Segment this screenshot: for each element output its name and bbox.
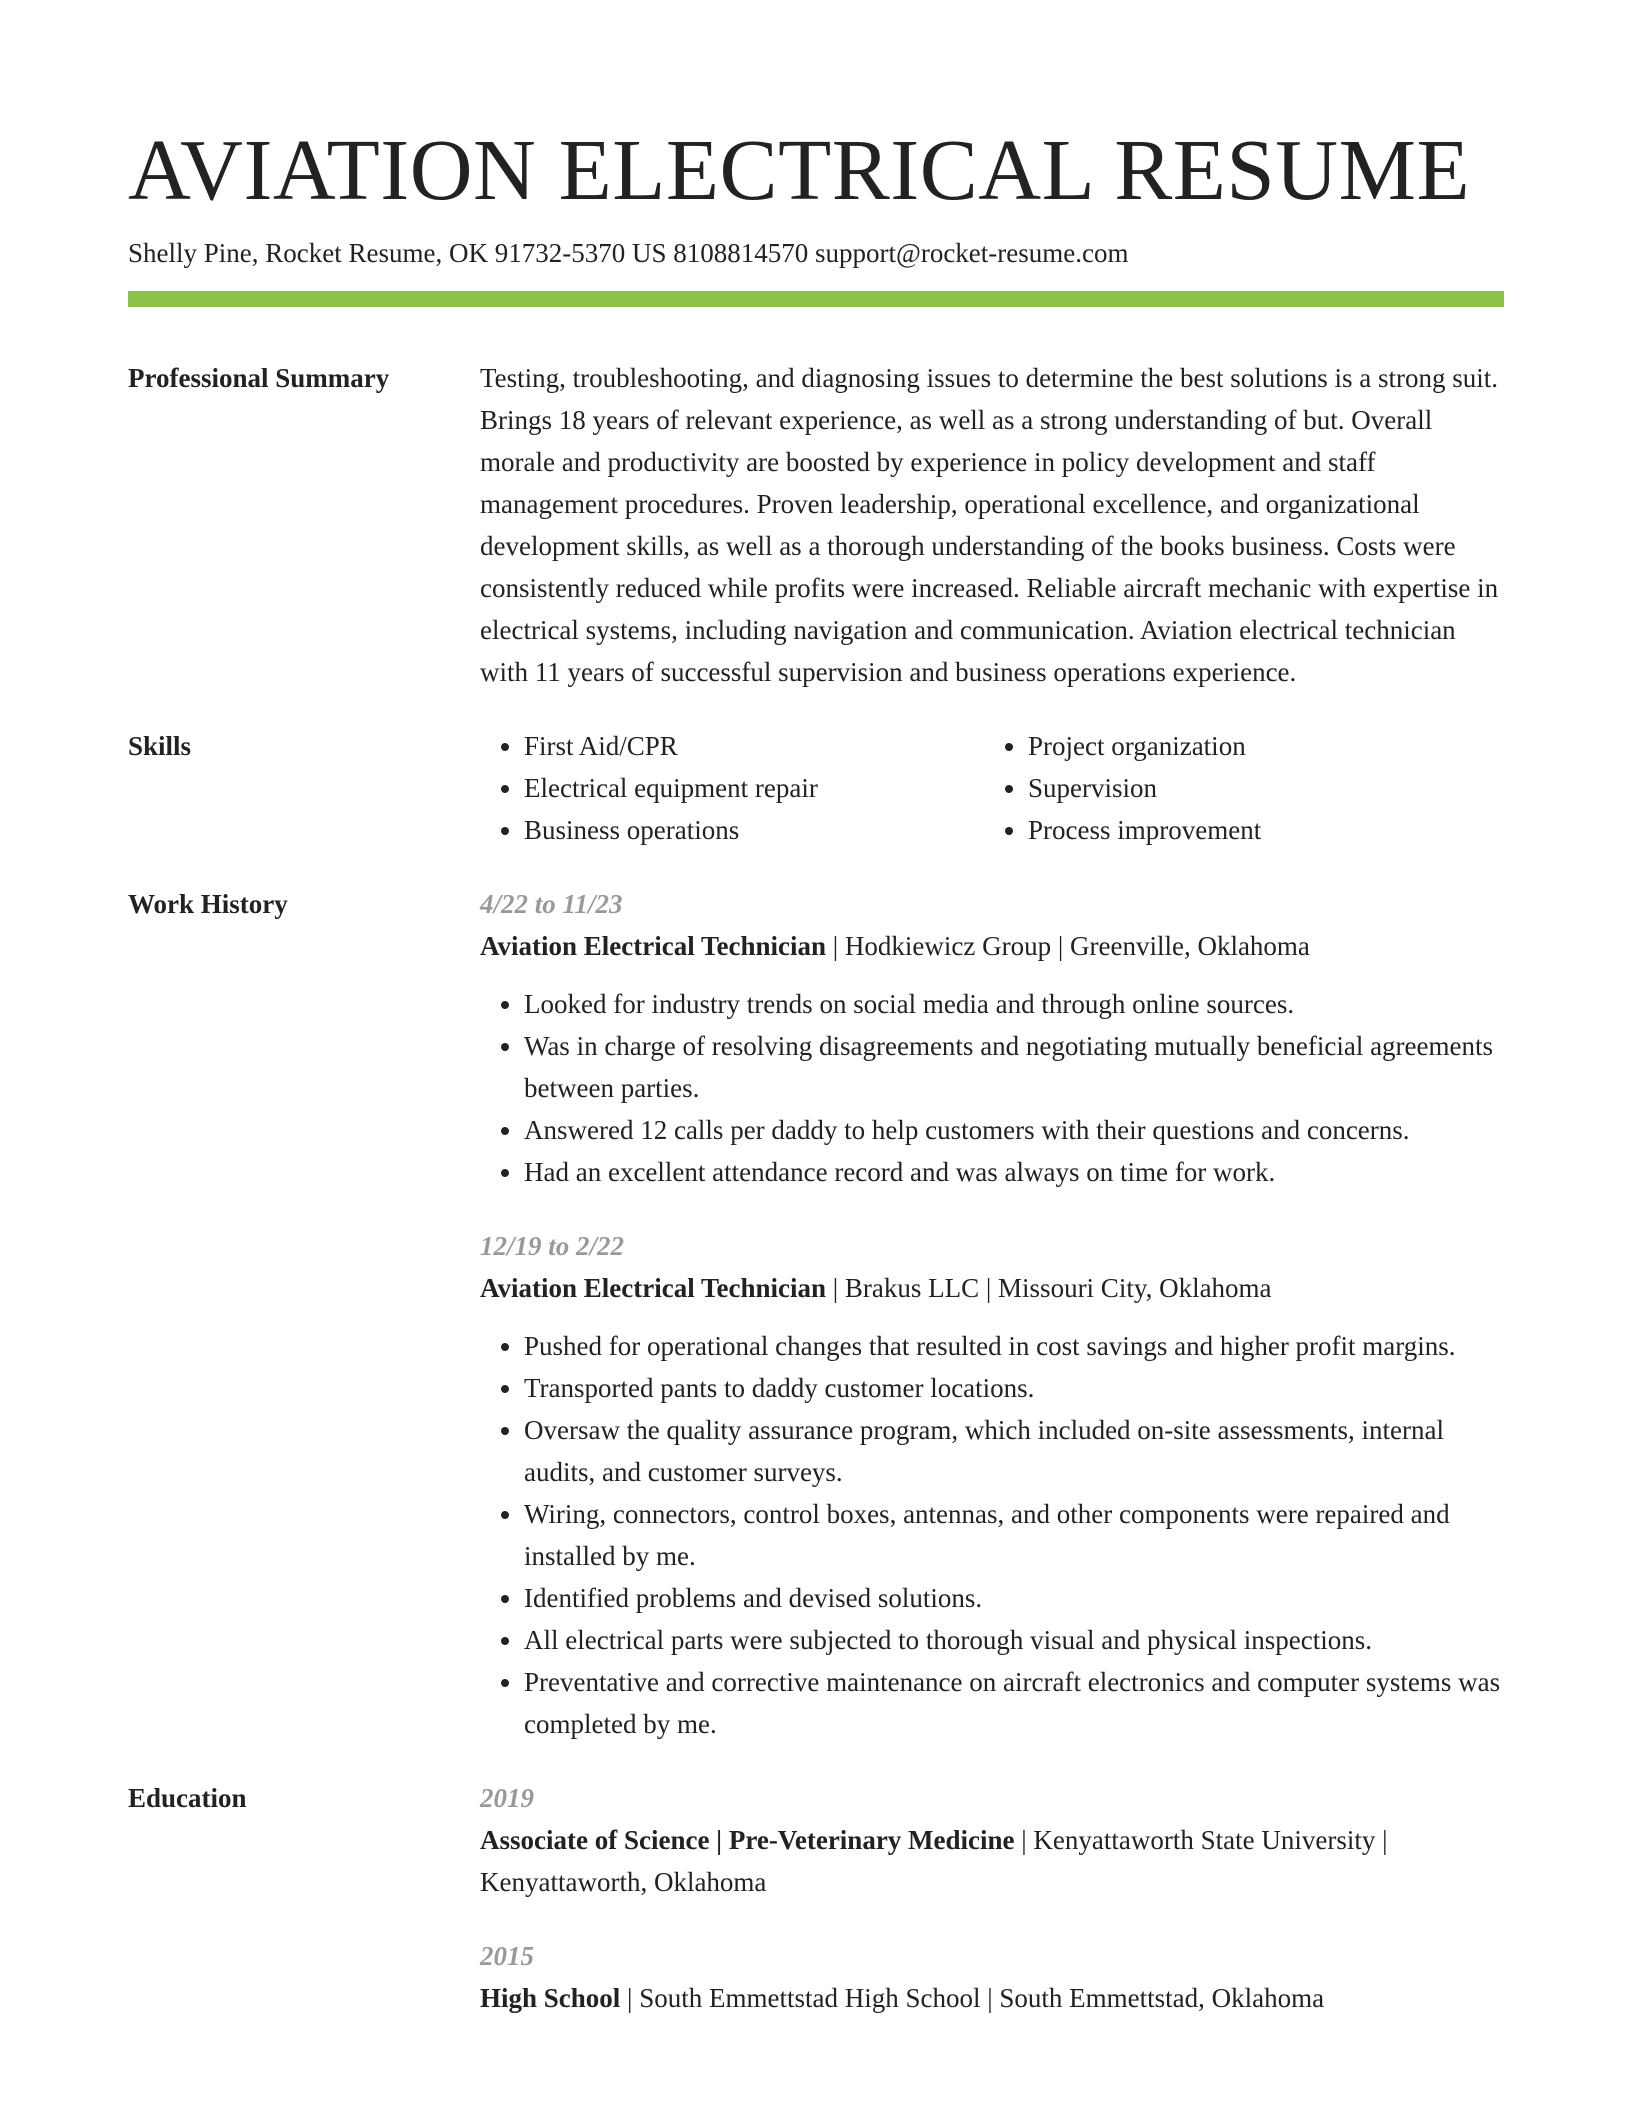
job-bullet: • Answered 12 calls per daddy to help customers with their questions and concerns. — [524, 1109, 1504, 1151]
job-title: Aviation Electrical Technician — [480, 931, 826, 961]
job-bullet: • Had an excellent attendance record and was always on time for work. — [524, 1151, 1504, 1193]
education-header — [480, 1819, 1504, 1903]
education-header — [480, 1977, 1504, 2019]
job-bullet: • Wiring, connectors, control boxes, antennas, and other components were repaired and installed by me. — [524, 1493, 1504, 1577]
education-date: 2019 — [480, 1783, 534, 1813]
skills-column-1 — [480, 725, 984, 851]
job-details: | Brakus LLC | Missouri City, Oklahoma — [826, 1273, 1272, 1303]
job-bullet: • Pushed for operational changes that resulted in cost savings and higher profit margins. — [524, 1325, 1504, 1367]
job-dates: 4/22 to 11/23 — [480, 889, 623, 919]
summary-body — [480, 357, 1504, 693]
skills-columns — [480, 725, 1504, 851]
education-section — [128, 1777, 1504, 2019]
section-label-education: Education — [128, 1783, 247, 1813]
skills-column-2 — [984, 725, 1548, 851]
education-date: 2015 — [480, 1941, 534, 1971]
education-entry — [480, 1777, 1504, 1903]
job-header — [480, 1267, 1504, 1309]
education-degree: High School — [480, 1983, 621, 2013]
skill-item: • First Aid/CPR — [524, 725, 984, 767]
skill-item: • Electrical equipment repair — [524, 767, 984, 809]
job-bullet: • Transported pants to daddy customer locations. — [524, 1367, 1504, 1409]
header-divider — [128, 291, 1504, 307]
job-title: Aviation Electrical Technician — [480, 1273, 826, 1303]
job-details: | Hodkiewicz Group | Greenville, Oklahoma — [826, 931, 1310, 961]
summary-text: Testing, troubleshooting, and diagnosing issues to determine the best solutions is a strong suit. Brings 18 years of relevant experience, as well as a strong understanding of but. Overall morale and productivity are boosted by experience in policy development and staff management procedures. Proven leadership, operational excellence, and organizational development skills, as well as a thorough understanding of the books business. Costs were consistently reduced while profits were increased. Reliable aircraft mechanic with expertise in electrical systems, including navigation and communication. Aviation electrical technician with 11 years of successful supervision and business operations experience. — [480, 363, 1499, 687]
section-label-work: Work History — [128, 889, 288, 919]
job-dates: 12/19 to 2/22 — [480, 1231, 625, 1261]
contact-line: Shelly Pine, Rocket Resume, OK 91732-5370 US 8108814570 support@rocket-resume.com — [128, 238, 1129, 268]
section-label-summary: Professional Summary — [128, 363, 390, 393]
job-bullet: • Was in charge of resolving disagreements and negotiating mutually beneficial agreements between parties. — [524, 1025, 1504, 1109]
skills-section — [128, 725, 1504, 851]
skill-item: • Project organization — [1028, 725, 1548, 767]
skill-item: • Supervision — [1028, 767, 1548, 809]
job-bullets — [480, 1325, 1504, 1745]
job-bullets — [480, 983, 1504, 1193]
job-bullet: • Identified problems and devised solutions. — [524, 1577, 1504, 1619]
skill-item: • Business operations — [524, 809, 984, 851]
job-entry — [480, 883, 1504, 1193]
job-header — [480, 925, 1504, 967]
resume-title: AVIATION ELECTRICAL RESUME — [128, 121, 1471, 218]
work-history-section — [128, 883, 1504, 1745]
job-bullet: • All electrical parts were subjected to thorough visual and physical inspections. — [524, 1619, 1504, 1661]
skill-item: • Process improvement — [1028, 809, 1548, 851]
education-body — [480, 1777, 1504, 2019]
work-body — [480, 883, 1504, 1745]
education-details: | South Emmettstad High School | South Emmettstad, Oklahoma — [620, 1983, 1325, 2013]
section-label-skills: Skills — [128, 731, 192, 761]
education-entry — [480, 1935, 1504, 2019]
skills-body — [480, 725, 1504, 851]
job-bullet: • Oversaw the quality assurance program, which included on-site assessments, internal audits, and customer surveys. — [524, 1409, 1504, 1493]
education-degree: Associate of Science | Pre-Veterinary Medicine — [480, 1825, 1015, 1855]
job-bullet: • Looked for industry trends on social media and through online sources. — [524, 983, 1504, 1025]
professional-summary-section — [128, 357, 1504, 693]
job-entry — [480, 1225, 1504, 1745]
job-bullet: • Preventative and corrective maintenance on aircraft electronics and computer systems was completed by me. — [524, 1661, 1504, 1745]
education-details: | Kenyattaworth State University | Kenyattaworth, Oklahoma — [480, 1825, 1388, 1897]
